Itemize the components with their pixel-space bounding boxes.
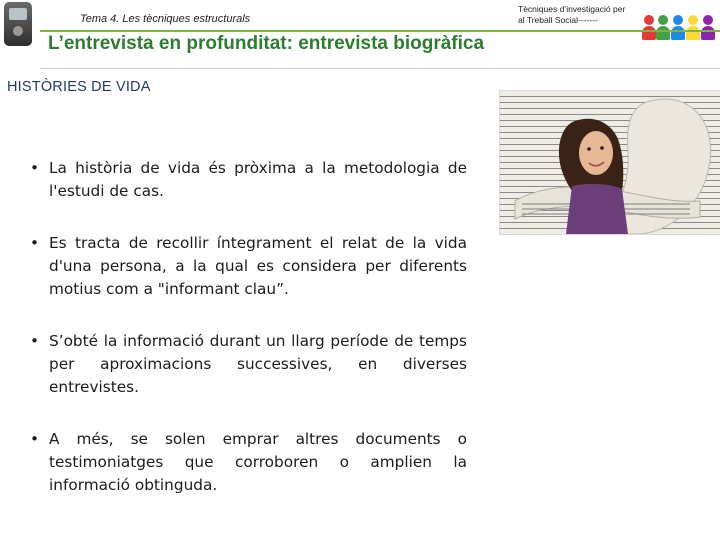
people-network-icon <box>640 2 720 40</box>
slide-header <box>0 0 720 72</box>
list-item <box>30 232 467 301</box>
list-item <box>30 428 467 497</box>
list-item <box>30 157 467 203</box>
bullet-text: S’obté la informació durant un llarg període de temps per aproximacions successives, en diverses entrevistes. <box>49 332 467 396</box>
topic-label: Tema 4. Les tècniques estructurals <box>80 13 251 25</box>
bullet-list <box>30 157 467 497</box>
course-line-1: Tècniques d’investigació per <box>518 4 626 14</box>
woman-hugging-text-photo <box>499 90 720 235</box>
bullet-marker: • <box>30 332 40 350</box>
section-heading: HISTÒRIES DE VIDA <box>7 79 151 95</box>
bullet-text: Es tracta de recollir íntegrament el relat de la vida d'una persona, a la qual es considera per diferents motius com a "informant clau”. <box>49 234 467 298</box>
header-rule <box>40 30 720 32</box>
bullet-marker: • <box>30 159 40 177</box>
bullet-text: La història de vida és pròxima a la metodologia de l'estudi de cas. <box>49 159 467 200</box>
list-item <box>30 330 467 399</box>
title-divider <box>40 68 720 69</box>
bullet-marker: • <box>30 234 40 252</box>
bullet-text: A més, se solen emprar altres documents o testimoniatges que corroboren o amplien la informació obtinguda. <box>49 430 467 494</box>
voice-recorder-icon <box>4 2 32 46</box>
course-label <box>518 4 638 26</box>
slide-title: L’entrevista en profunditat: entrevista biogràfica <box>48 33 485 54</box>
bullet-marker: • <box>30 430 40 448</box>
course-line-2: al Treball Social------- <box>518 15 598 25</box>
